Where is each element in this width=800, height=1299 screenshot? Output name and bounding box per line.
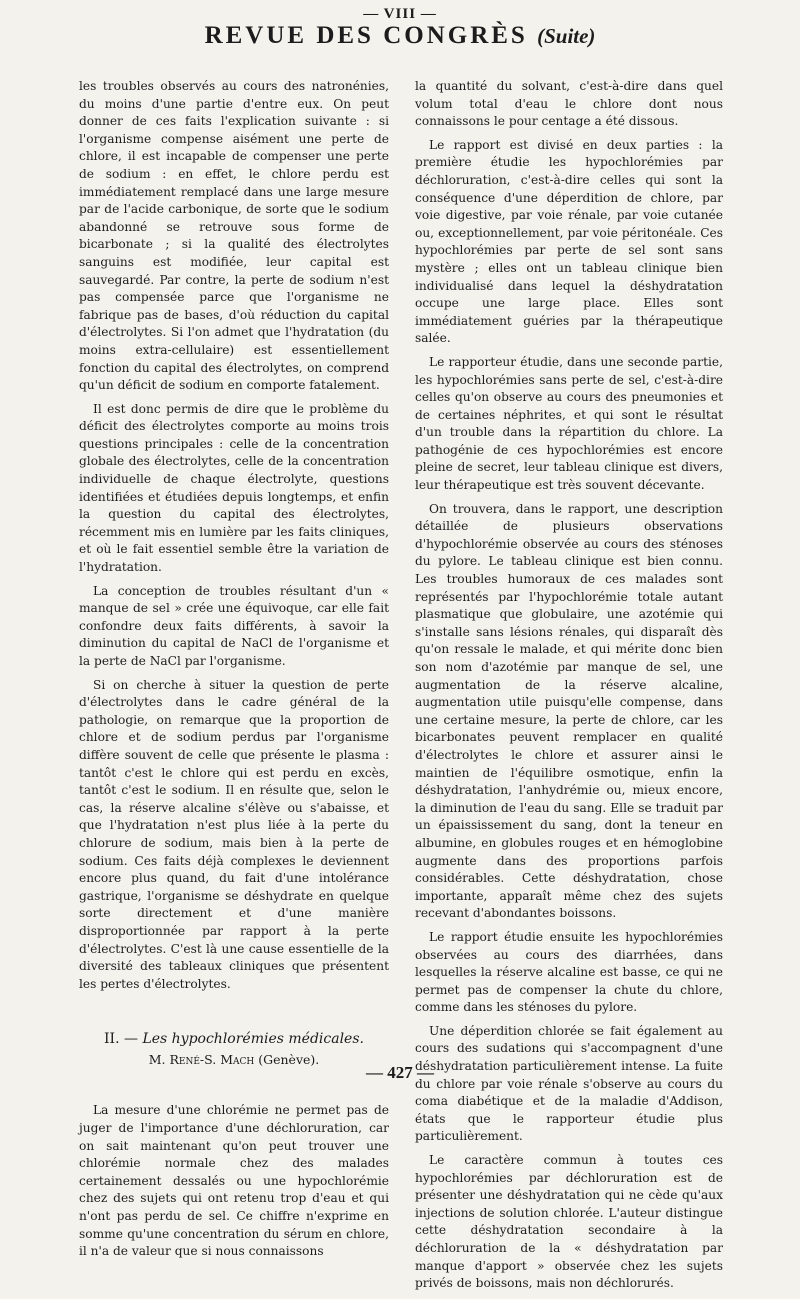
paragraph: Il est donc permis de dire que le problème du déficit des électrolytes comporte au moins trois questions principales : celle de la concentration globale des électrolytes, celle de la concentration individuelle de chaque électrolyte, questions identifiées et étudiées depuis longtemps, et enfin la question du capital des électrolytes, récemment mis en lumière par les faits cliniques, et où le fait essentiel semble être la variation de l'hydratation. <box>79 401 389 575</box>
paragraph: La conception de troubles résultant d'un « manque de sel » crée une équivoque, car elle fait confondre deux faits différents, à savoir la diminution du capital de NaCl de l'organisme et la perte de NaCl par l'organisme. <box>79 583 389 668</box>
paragraph: Le caractère commun à toutes ces hypochlorémies par déchloruration est de présenter une déshydratation qui ne cède qu'aux injections de solution chlorée. L'auteur distingue cette déshydratation secondaire à la déchloruration de la « déshydratation par manque d'apport » observée chez les sujets privés de boissons, mais non déchlorurés. <box>415 1153 723 1291</box>
section-title: Les hypochlorémies médicales. <box>142 1031 364 1048</box>
left-column <box>79 78 389 1267</box>
section-number: II. — <box>104 1031 138 1048</box>
paragraph: Si on cherche à situer la question de perte d'électrolytes dans le cadre général de la pathologie, on remarque que la proportion de chlore et de sodium perdus par l'organisme diffère souvent de celle que présente le plasma : tantôt c'est le chlore qui est perdu en excès, tantôt c'est le sodium. Il en résulte que, selon le cas, la réserve alcaline s'élève ou s'abaisse, et que l'hydratation n'est plus liée à la perte du chlorure de sodium, mais bien à la perte de sodium. Ces faits déjà complexes le deviennent encore plus quand, du fait d'une intolérance gastrique, l'organisme se déshydrate en quelque sorte directement et d'une manière disproportionnée par rapport à la perte d'électrolytes. C'est là une cause essentielle de la diversité des tableaux cliniques que présentent les pertes d'électrolytes. <box>79 677 389 991</box>
running-header-suite: (Suite) <box>537 24 596 48</box>
bottom-page-number: — 427 — <box>366 1063 434 1082</box>
running-header-title: REVUE DES CONGRÈS <box>204 22 528 49</box>
right-column <box>415 78 723 1299</box>
running-header <box>0 22 800 50</box>
paragraph: Une déperdition chlorée se fait également au cours des sudations qui s'accompagnent d'une déshydratation particulièrement intense. La fuite du chlore par voie rénale s'observe au cours du coma diabétique et de la maladie d'Addison, états que le rapporteur étudie plus particulièrement. <box>415 1023 723 1144</box>
author-name: René-S. Mach <box>169 1051 255 1067</box>
paragraph: Le rapporteur étudie, dans une seconde partie, les hypochlorémies sans perte de sel, c'est-à-dire celles qu'on observe au cours des pneumonies et de certaines néphrites, et qui sont le résultat d'un trouble dans la répartition du chlore. La pathogénie de ces hypochlorémies est encore pleine de secret, leur tableau clinique est divers, leur thérapeutique est très souvent décevante. <box>415 354 723 493</box>
paragraph: On trouvera, dans le rapport, une description détaillée de plusieurs observations d'hypochlorémie observée au cours des sténoses du pylore. Le tableau clinique est bien connu. Les troubles humoraux de ces malades sont représentés par l'hypochlorémie totale autant plasmatique que globulaire, une azotémie qui s'installe sans lésions rénales, qui disparaît dès qu'on ressale le malade, et qui mérite donc bien son nom d'azotémie par manque de sel, une augmentation de la réserve alcaline, augmentation utile puisqu'elle compense, dans une certaine mesure, la perte de chlore, car les bicarbonates peuvent remplacer en qualité d'électrolytes le chlore et assurer ainsi le maintien de l'équilibre osmotique, enfin la déshydratation, l'anhydrémie ou, mieux encore, la diminution de l'eau du sang. Elle se traduit par un épaississement du sang, dont la teneur en albumine, en globules rouges et en hémoglobine augmente dans des proportions parfois considérables. Cette déshydratation, chose importante, apparaît même chez des sujets recevant d'abondantes boissons. <box>415 501 723 921</box>
paragraph: Le rapport étudie ensuite les hypochlorémies observées au cours des diarrhées, dans lesquelles la réserve alcaline est basse, ce qui ne permet pas de compenser la chute du chlore, comme dans les sténoses du pylore. <box>415 929 723 1015</box>
paragraph: les troubles observés au cours des natronénies, du moins d'une partie d'entre eux. On peut donner de ces faits l'explication suivante : si l'organisme compense aisément une perte de chlore, il est incapable de compenser une perte de sodium : en effet, le chlore perdu est immédiatement remplacé dans une large mesure par de l'acide carbonique, de sorte que le sodium abandonné se retrouve sous forme de bicarbonate ; si la qualité des électrolytes sanguins est modifiée, leur capital est sauvegardé. Par contre, la perte de sodium n'est pas compensée parce que l'organisme ne fabrique pas de bases, d'où réduction du capital d'électrolytes. Si l'on admet que l'hydratation (du moins extra-cellulaire) est essentiellement fonction du capital des électrolytes, on comprend qu'un déficit de sodium en comporte fatalement. <box>79 79 389 393</box>
paragraph: La mesure d'une chlorémie ne permet pas de juger de l'importance d'une déchloruration, car on sait maintenant qu'on peut trouver une chlorémie normale chez des malades certainement dessalés ou une hypochlorémie chez des sujets qui ont retenu trop d'eau et qui n'ont pas perdu de sel. Ce chiffre n'exprime en somme qu'une concentration du sérum en chlore, il n'a de valeur que si nous connaissons <box>79 1103 389 1259</box>
paragraph: Le rapport est divisé en deux parties : la première étudie les hypochlorémies par déchloruration, c'est-à-dire celles qui sont la conséquence d'une déperdition de chlore, par voie digestive, par voie rénale, par voie cutanée ou, exceptionnellement, par voie péritonéale. Ces hypochlorémies par perte de sel sont sans mystère ; elles ont un tableau clinique bien individualisé dans lequel la déshydratation occupe une large place. Elles sont immédiatement guéries par la thérapeutique salée. <box>415 137 723 346</box>
top-page-number: — VIII — <box>363 6 437 22</box>
author-prefix: M. <box>148 1051 166 1067</box>
section-heading <box>79 1031 389 1049</box>
author-place: (Genève). <box>258 1051 320 1067</box>
paragraph: la quantité du solvant, c'est-à-dire dans quel volum total d'eau le chlore dont nous connaissons le pour centage a été dissous. <box>415 79 723 129</box>
